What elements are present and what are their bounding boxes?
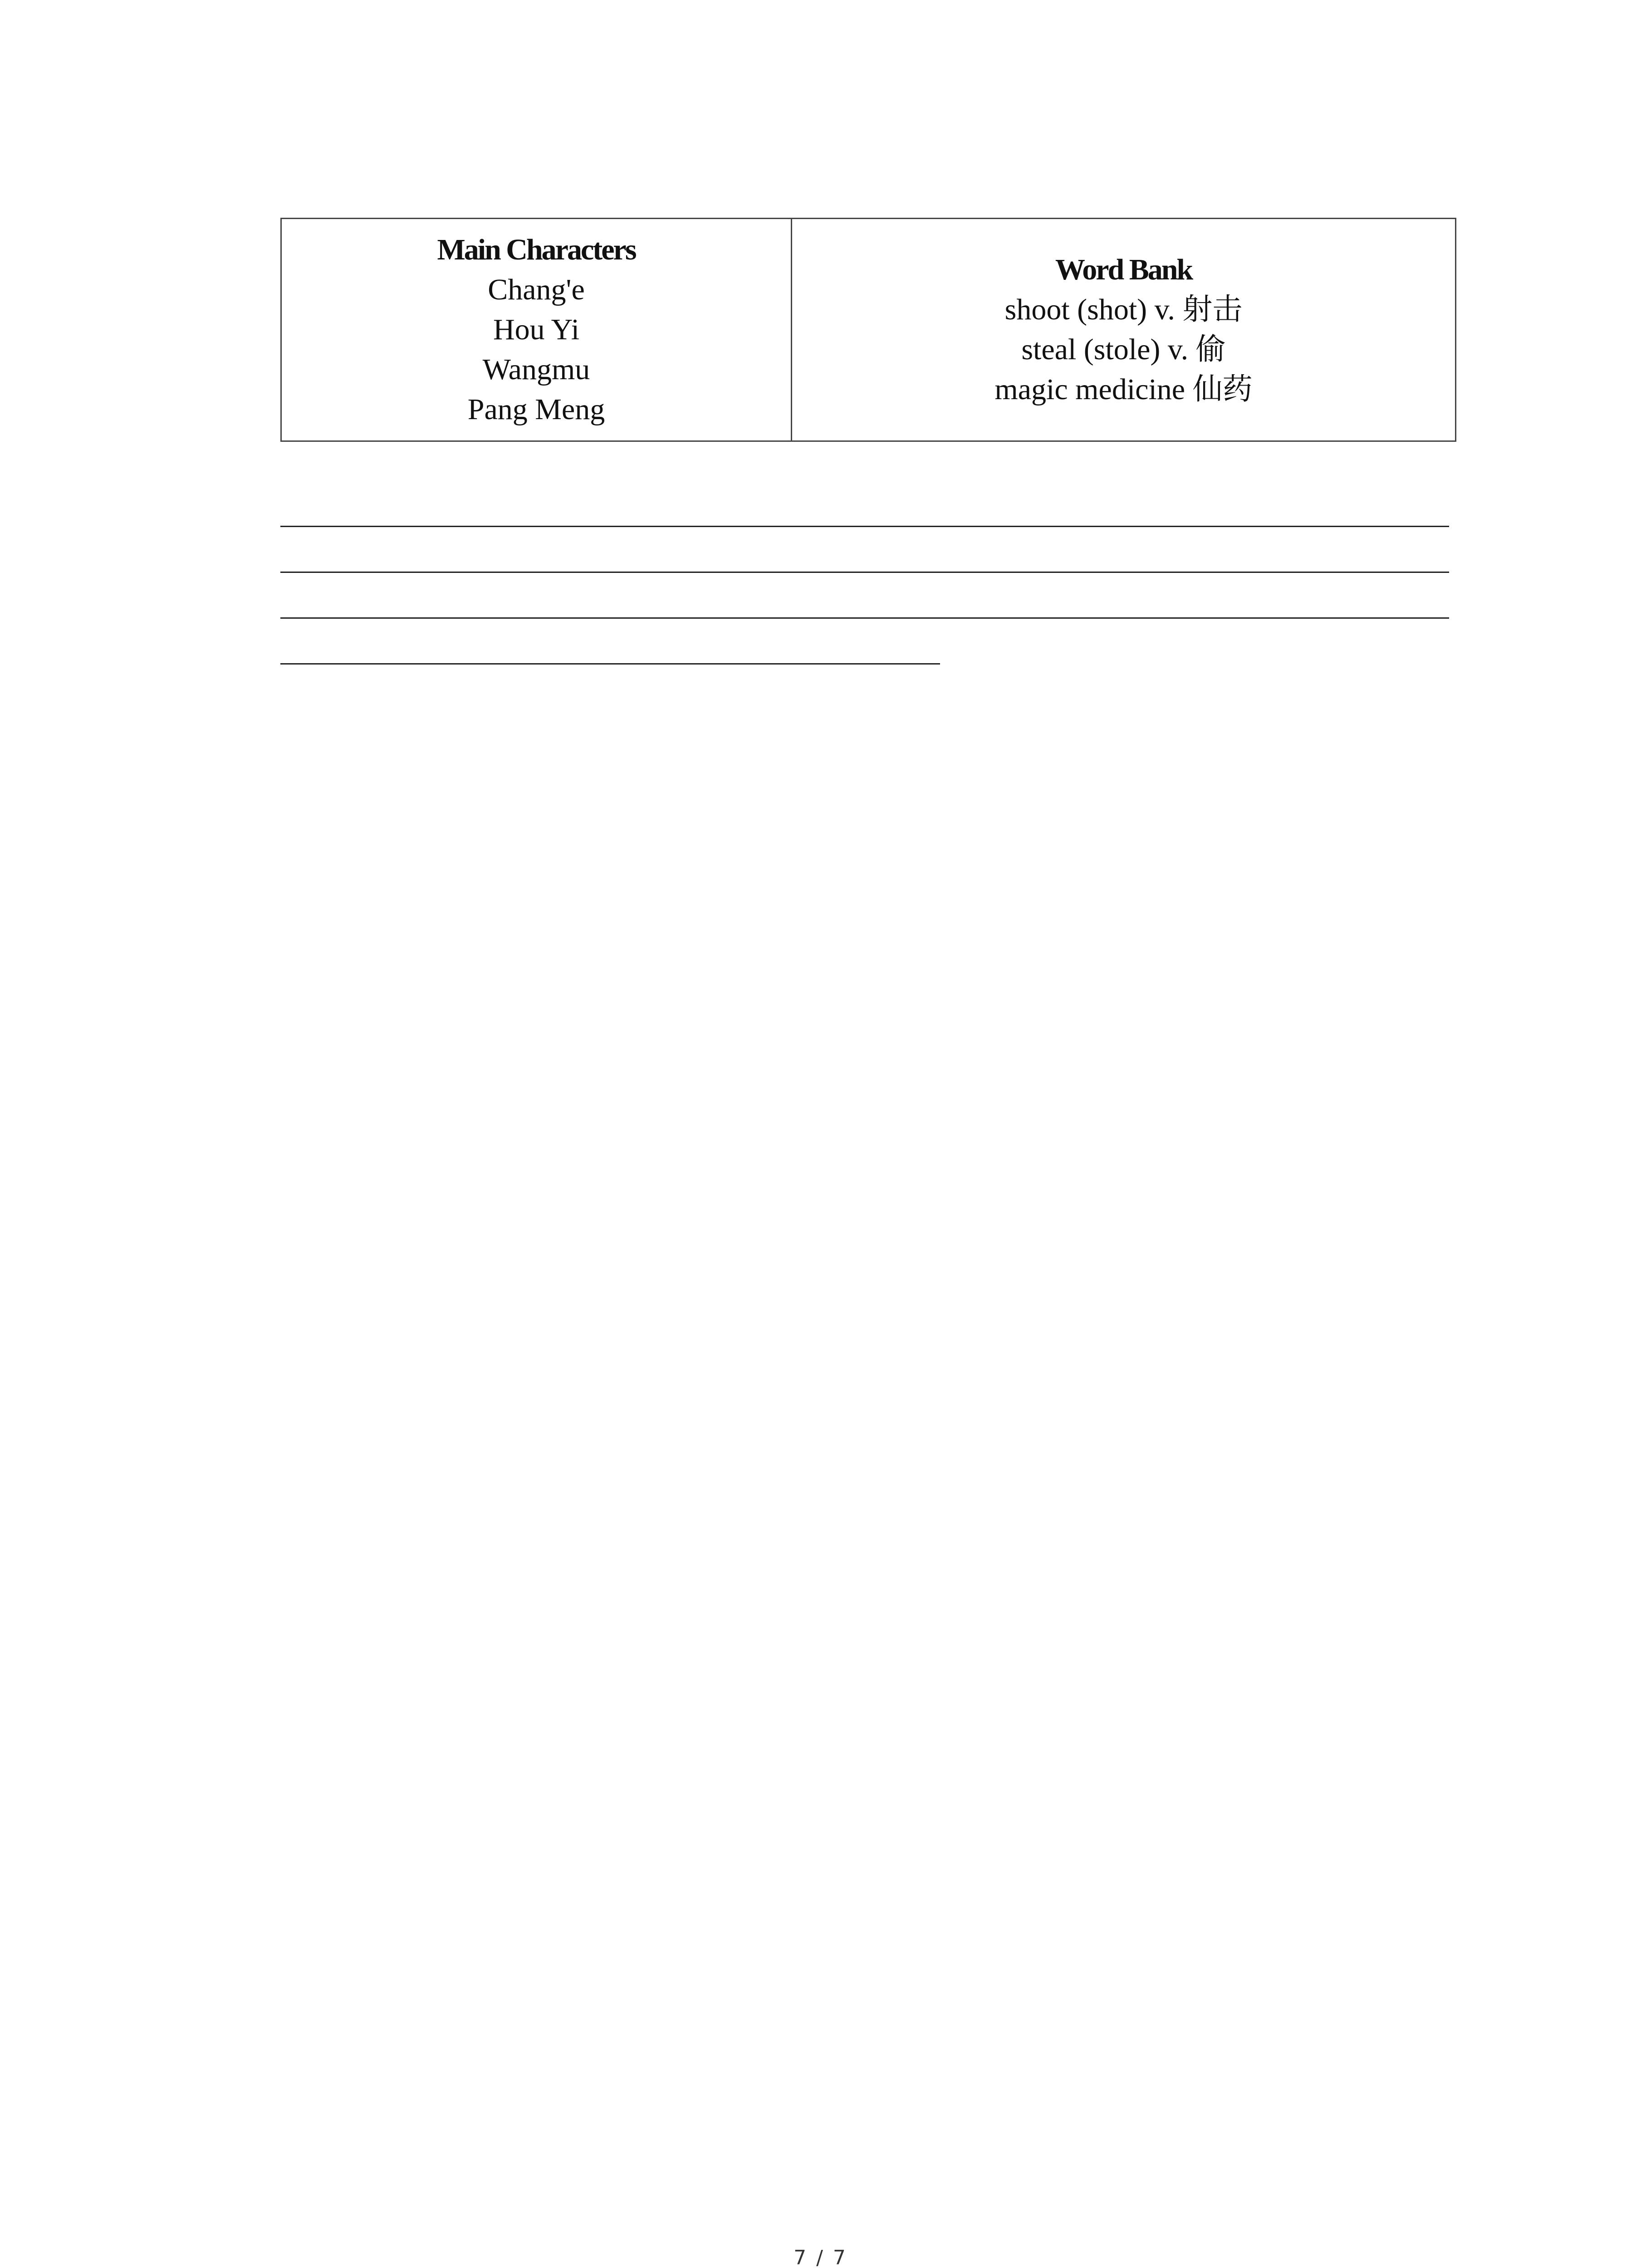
character-name: Hou Yi bbox=[493, 313, 580, 346]
character-name: Chang'e bbox=[488, 273, 585, 306]
writing-line[interactable] bbox=[280, 617, 1449, 619]
word-bank-entry: shoot (shot) v. 射击 bbox=[1004, 293, 1243, 326]
writing-line[interactable] bbox=[280, 572, 1449, 573]
character-name: Pang Meng bbox=[467, 393, 605, 426]
main-characters-cell bbox=[282, 219, 792, 440]
page-number: 7 / 7 bbox=[794, 2246, 847, 2268]
word-bank-heading: Word Bank bbox=[1055, 253, 1192, 286]
word-bank-entry: steal (stole) v. 偷 bbox=[1021, 333, 1226, 366]
characters-word-bank-table bbox=[280, 218, 1456, 442]
word-bank-entry: magic medicine 仙药 bbox=[994, 373, 1253, 406]
word-bank-cell bbox=[792, 219, 1455, 440]
writing-line[interactable] bbox=[280, 526, 1449, 527]
main-characters-heading: Main Characters bbox=[437, 233, 636, 266]
character-name: Wangmu bbox=[482, 353, 590, 386]
writing-line[interactable] bbox=[280, 663, 940, 665]
